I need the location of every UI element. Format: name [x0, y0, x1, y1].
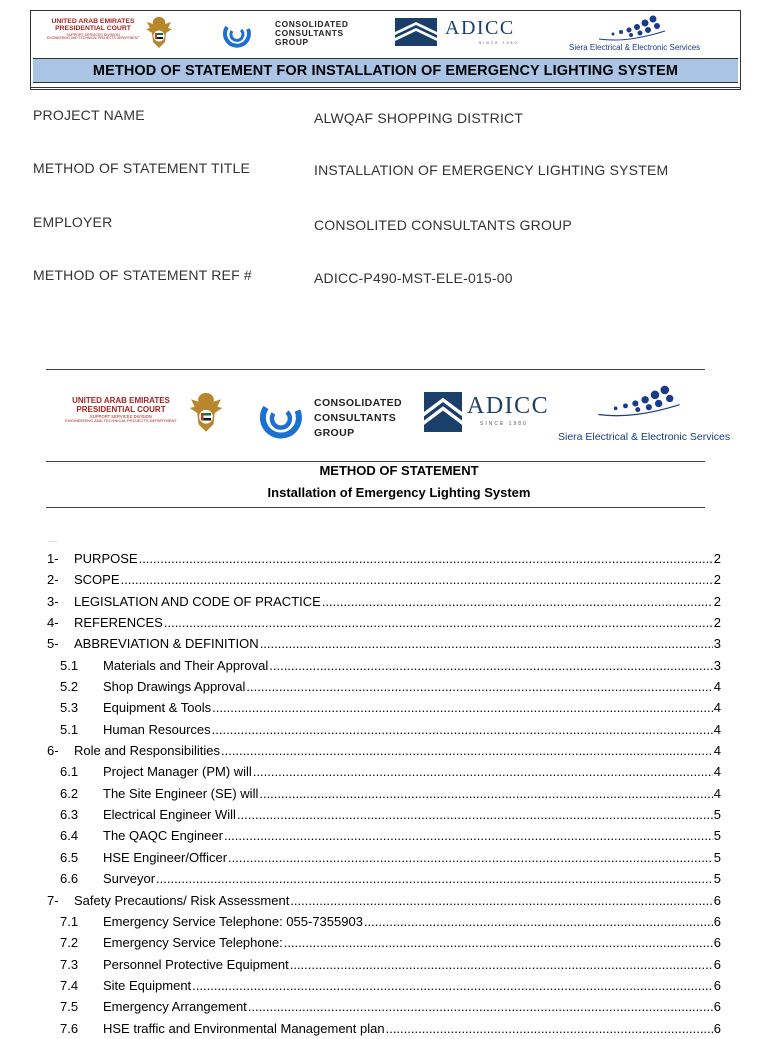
- employer-value: CONSOLITED CONSULTANTS GROUP: [314, 217, 572, 233]
- toc-entry-title: Electrical Engineer Will: [103, 807, 236, 823]
- toc-entry-number: 7.1: [60, 913, 79, 929]
- toc-entry-title: LEGISLATION AND CODE OF PRACTICE: [74, 593, 321, 609]
- toc-entry-number: 1-: [47, 551, 59, 566]
- toc-entry-page: 6: [713, 999, 721, 1015]
- toc-dot-leader: [290, 890, 712, 911]
- toc-entry-number: 6.5: [60, 849, 79, 865]
- toc-dot-leader: [269, 655, 713, 676]
- toc-entry-page: 3: [713, 657, 721, 673]
- toc-entry-number: 7.3: [60, 956, 79, 972]
- toc-entry-page: 3: [713, 636, 721, 652]
- toc-entry-title: Emergency Service Telephone: 055-7355903: [103, 913, 363, 929]
- second-header-bottom-rule: [46, 461, 705, 462]
- toc-dot-leader: [121, 569, 713, 590]
- toc-entry-number: 7.4: [60, 977, 79, 993]
- toc-entry[interactable]: [47, 569, 721, 590]
- toc-dot-leader: [248, 996, 713, 1017]
- toc-entry-title: Personnel Protective Equipment: [103, 956, 289, 972]
- toc-entry-number: 6.1: [60, 764, 79, 780]
- toc-entry-title: Equipment & Tools: [103, 700, 212, 716]
- uae-emblem-icon: [186, 388, 226, 438]
- toc-entry-number: 3-: [47, 593, 59, 609]
- toc-entry-page: 6: [713, 956, 721, 972]
- toc-dot-leader: [237, 804, 713, 825]
- toc-marker: ......: [48, 538, 59, 544]
- toc-dot-leader: [164, 612, 713, 633]
- toc-entry[interactable]: [47, 954, 721, 975]
- toc-entry[interactable]: [47, 612, 721, 633]
- toc-entry-title: Surveyor: [103, 871, 156, 887]
- toc-entry-page: 5: [713, 807, 721, 823]
- toc-entry[interactable]: [47, 761, 721, 782]
- toc-entry-number: 6.3: [60, 807, 79, 823]
- toc-entry[interactable]: [47, 676, 721, 697]
- toc-entry-page: 2: [713, 593, 721, 609]
- table-of-contents: [47, 548, 721, 1039]
- adicc-chevron-logo-icon: [424, 392, 462, 432]
- toc-dot-leader: [212, 719, 713, 740]
- toc-entry[interactable]: [47, 740, 721, 761]
- mos-ref-value: ADICC-P490-MST-ELE-015-00: [314, 270, 513, 286]
- cc-ring-logo-icon: [254, 393, 308, 443]
- toc-entry-number: 7.2: [60, 935, 79, 951]
- toc-entry-page: 6: [713, 1020, 721, 1036]
- toc-entry-number: 4-: [47, 615, 59, 631]
- toc-dot-leader: [259, 783, 712, 804]
- toc-entry-title: Role and Responsibilities: [74, 743, 220, 759]
- toc-entry-page: 4: [713, 785, 721, 801]
- document-header-box: [30, 10, 741, 90]
- toc-entry-page: 5: [713, 871, 721, 887]
- project-name-label: PROJECT NAME: [33, 107, 145, 123]
- toc-entry-number: 5.2: [60, 679, 79, 695]
- toc-entry-title: Emergency Service Telephone:: [103, 935, 283, 951]
- toc-dot-leader: [139, 548, 713, 569]
- toc-entry[interactable]: [47, 890, 721, 911]
- adicc-since-text: SINCE 1980: [480, 421, 528, 427]
- toc-entry[interactable]: [47, 825, 721, 846]
- siera-dots-logo-icon: [597, 13, 667, 43]
- toc-dot-leader: [260, 633, 713, 654]
- toc-entry-page: 6: [713, 935, 721, 951]
- toc-entry-page: 6: [713, 892, 721, 908]
- toc-dot-leader: [192, 975, 713, 996]
- toc-entry-page: 5: [713, 828, 721, 844]
- toc-dot-leader: [284, 932, 713, 953]
- toc-dot-leader: [212, 697, 713, 718]
- toc-entry-page: 5: [713, 849, 721, 865]
- siera-company-name: Siera Electrical & Electronic Services: [569, 43, 701, 52]
- toc-entry[interactable]: [47, 548, 721, 569]
- cc-ring-logo-icon: [219, 19, 255, 49]
- toc-dot-leader: [221, 740, 713, 761]
- toc-entry-page: 6: [713, 977, 721, 993]
- toc-entry[interactable]: [47, 975, 721, 996]
- mos-title-label: METHOD OF STATEMENT TITLE: [33, 160, 251, 176]
- toc-entry-page: 4: [713, 721, 721, 737]
- toc-dot-leader: [246, 676, 712, 697]
- header-logo-strip: [31, 11, 740, 57]
- toc-entry-number: 7.5: [60, 999, 79, 1015]
- toc-entry[interactable]: [47, 847, 721, 868]
- toc-entry-title: Shop Drawings Approval: [103, 679, 246, 695]
- uae-presidential-court-text: UNITED ARAB EMIRATES PRESIDENTIAL COURT SUPPORT SERVICES DIVISION ENGINEERING AND TECHNICAL PROJECTS DEPARTMENT: [65, 396, 177, 424]
- toc-entry-number: 7.6: [60, 1020, 79, 1036]
- heading-bottom-rule: [46, 507, 705, 508]
- toc-entry[interactable]: [47, 655, 721, 676]
- toc-entry-number: 5.1: [60, 657, 79, 673]
- toc-entry[interactable]: [47, 633, 721, 654]
- toc-entry-page: 2: [713, 551, 721, 566]
- toc-entry-title: HSE Engineer/Officer: [103, 849, 228, 865]
- toc-entry-title: SCOPE: [74, 572, 120, 588]
- toc-entry-title: Site Equipment: [103, 977, 192, 993]
- toc-entry[interactable]: [47, 868, 721, 889]
- adicc-wordmark: ADICC: [467, 393, 550, 419]
- document-main-title: METHOD OF STATEMENT FOR INSTALLATION OF EMERGENCY LIGHTING SYSTEM: [33, 58, 738, 83]
- toc-entry-page: 4: [713, 700, 721, 716]
- toc-entry-number: 5-: [47, 636, 59, 652]
- cc-company-name: CONSOLIDATED CONSULTANTS GROUP: [275, 19, 349, 47]
- toc-entry-number: 5.3: [60, 700, 79, 716]
- toc-entry-title: HSE traffic and Environmental Management plan: [103, 1020, 385, 1036]
- toc-entry-title: Human Resources: [103, 721, 211, 737]
- toc-entry-title: REFERENCES: [74, 615, 163, 631]
- toc-entry[interactable]: [47, 1018, 721, 1039]
- toc-dot-leader: [224, 825, 713, 846]
- toc-entry[interactable]: [47, 719, 721, 740]
- toc-dot-leader: [386, 1018, 713, 1039]
- mos-ref-label: METHOD OF STATEMENT REF #: [33, 267, 252, 283]
- adicc-chevron-logo-icon: [395, 18, 437, 46]
- toc-entry-page: 4: [713, 743, 721, 759]
- toc-entry-page: 2: [713, 572, 721, 588]
- toc-entry-number: 2-: [47, 572, 59, 588]
- uae-presidential-court-text: UNITED ARAB EMIRATES PRESIDENTIAL COURT SUPPORT SERVICES DIVISION ENGINEERING AND TECHNICAL PROJECTS DEPARTMENT: [46, 18, 140, 41]
- toc-entry-number: 6.6: [60, 871, 79, 887]
- toc-entry-page: 4: [713, 679, 721, 695]
- cc-company-name: CONSOLIDATED CONSULTANTS GROUP: [314, 397, 403, 440]
- toc-entry-title: PURPOSE: [74, 551, 138, 566]
- toc-entry-title: Emergency Arrangement: [103, 999, 247, 1015]
- employer-label: EMPLOYER: [33, 214, 113, 230]
- siera-dots-logo-icon: [596, 378, 682, 424]
- toc-entry[interactable]: [47, 783, 721, 804]
- toc-entry-page: 6: [713, 913, 721, 929]
- toc-dot-leader: [228, 847, 713, 868]
- toc-dot-leader: [253, 761, 713, 782]
- adicc-wordmark: ADICC: [445, 17, 515, 39]
- toc-entry[interactable]: [47, 697, 721, 718]
- toc-entry-number: 6.4: [60, 828, 79, 844]
- toc-entry-number: 5.1: [60, 721, 79, 737]
- toc-entry-title: Project Manager (PM) will: [103, 764, 252, 780]
- toc-entry-title: The Site Engineer (SE) will: [103, 785, 259, 801]
- toc-entry[interactable]: [47, 996, 721, 1017]
- toc-entry-number: 6.2: [60, 785, 79, 801]
- header-bottom-rule: [31, 87, 740, 88]
- second-header-top-rule: [46, 369, 705, 370]
- toc-entry-number: 7-: [47, 892, 59, 908]
- document-subject-heading: Installation of Emergency Lighting System: [267, 485, 531, 500]
- toc-entry-title: Safety Precautions/ Risk Assessment: [74, 892, 290, 908]
- toc-dot-leader: [322, 591, 713, 612]
- toc-dot-leader: [290, 954, 713, 975]
- toc-entry[interactable]: [47, 591, 721, 612]
- toc-dot-leader: [156, 868, 713, 889]
- toc-entry-title: ABBREVIATION & DEFINITION: [74, 636, 259, 652]
- toc-entry-title: Materials and Their Approval: [103, 657, 269, 673]
- siera-company-name: Siera Electrical & Electronic Services: [558, 431, 731, 443]
- adicc-since-text: SINCE 1980: [479, 41, 519, 45]
- project-name-value: ALWQAF SHOPPING DISTRICT: [314, 110, 524, 126]
- uae-emblem-icon: [143, 14, 175, 52]
- mos-title-value: INSTALLATION OF EMERGENCY LIGHTING SYSTEM: [314, 162, 669, 178]
- toc-entry-page: 2: [713, 615, 721, 631]
- toc-entry-title: The QAQC Engineer: [103, 828, 223, 844]
- document-type-heading: METHOD OF STATEMENT: [319, 463, 479, 478]
- toc-entry-page: 4: [713, 764, 721, 780]
- toc-entry[interactable]: [47, 932, 721, 953]
- toc-entry[interactable]: [47, 911, 721, 932]
- toc-entry-number: 6-: [47, 743, 59, 759]
- toc-dot-leader: [364, 911, 713, 932]
- toc-entry[interactable]: [47, 804, 721, 825]
